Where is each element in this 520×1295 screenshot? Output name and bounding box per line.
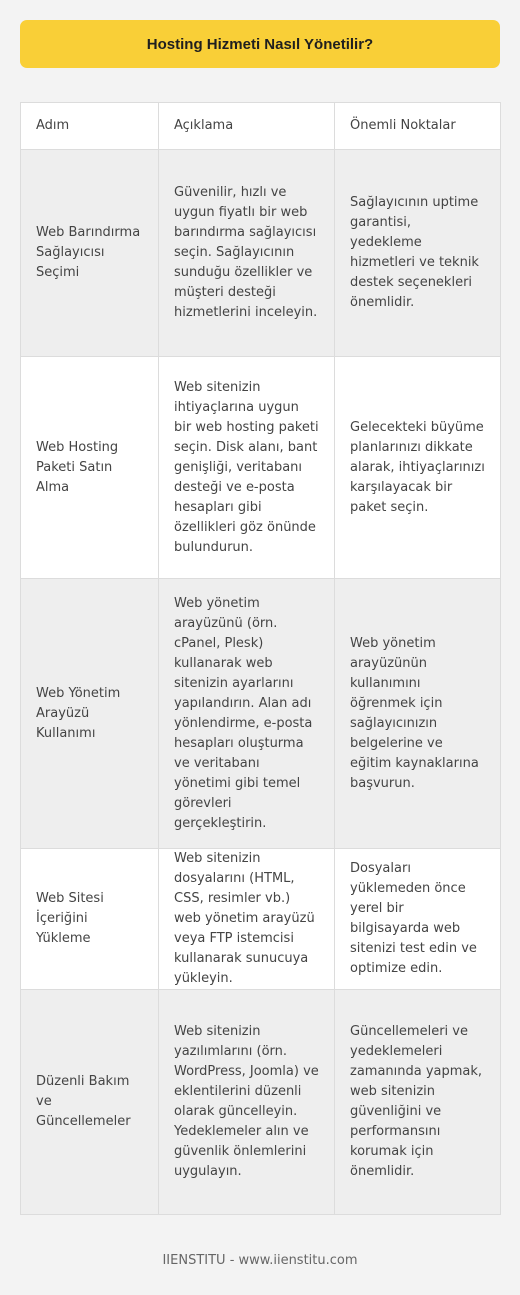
table-row	[21, 849, 501, 990]
description-cell: Web sitenizin ihtiyaçlarına uygun bir web hosting paketi seçin. Disk alanı, bant genişliği, veritabanı desteği ve e-posta hesapları gibi özellikleri göz önünde bulundurun.	[159, 357, 335, 579]
step-cell: Web Yönetim Arayüzü Kullanımı	[21, 579, 159, 849]
notes-cell: Dosyaları yüklemeden önce yerel bir bilgisayarda web sitenizi test edin ve optimize edin.	[335, 849, 501, 990]
table-header-row	[21, 103, 501, 150]
step-cell: Web Hosting Paketi Satın Alma	[21, 357, 159, 579]
notes-cell: Güncellemeleri ve yedeklemeleri zamanında yapmak, web sitenizin güvenliğini ve performansını korumak için önemlidir.	[335, 990, 501, 1215]
notes-cell: Gelecekteki büyüme planlarınızı dikkate alarak, ihtiyaçlarınızı karşılayacak bir paket seçin.	[335, 357, 501, 579]
header-step: Adım	[21, 103, 159, 150]
header-description: Açıklama	[159, 103, 335, 150]
footer-credit: IIENSTITU - www.iienstitu.com	[162, 1253, 358, 1268]
step-cell: Web Sitesi İçeriğini Yükleme	[21, 849, 159, 990]
header-notes: Önemli Noktalar	[335, 103, 501, 150]
description-cell: Web yönetim arayüzünü (örn. cPanel, Plesk) kullanarak web sitenizin ayarlarını yapılandırın. Alan adı yönlendirme, e-posta hesapları oluşturma ve veritabanı yönetimi gibi temel görevleri gerçekleştirin.	[159, 579, 335, 849]
description-cell: Web sitenizin dosyalarını (HTML, CSS, resimler vb.) web yönetim arayüzü veya FTP istemcisi kullanarak sunucuya yükleyin.	[159, 849, 335, 990]
description-cell: Güvenilir, hızlı ve uygun fiyatlı bir web barındırma sağlayıcısı seçin. Sağlayıcının sunduğu özellikler ve müşteri desteği hizmetlerini inceleyin.	[159, 150, 335, 357]
step-cell: Düzenli Bakım ve Güncellemeler	[21, 990, 159, 1215]
notes-cell: Web yönetim arayüzünün kullanımını öğrenmek için sağlayıcınızın belgelerine ve eğitim kaynaklarına başvurun.	[335, 579, 501, 849]
table-row	[21, 357, 501, 579]
table-row	[21, 150, 501, 357]
notes-cell: Sağlayıcının uptime garantisi, yedekleme hizmetleri ve teknik destek seçenekleri önemlidir.	[335, 150, 501, 357]
table-row	[21, 579, 501, 849]
steps-table	[20, 102, 501, 1215]
table-row	[21, 990, 501, 1215]
description-cell: Web sitenizin yazılımlarını (örn. WordPress, Joomla) ve eklentilerini düzenli olarak güncelleyin. Yedeklemeler alın ve güvenlik önlemlerini uygulayın.	[159, 990, 335, 1215]
page-title: Hosting Hizmeti Nasıl Yönetilir?	[20, 20, 500, 68]
step-cell: Web Barındırma Sağlayıcısı Seçimi	[21, 150, 159, 357]
